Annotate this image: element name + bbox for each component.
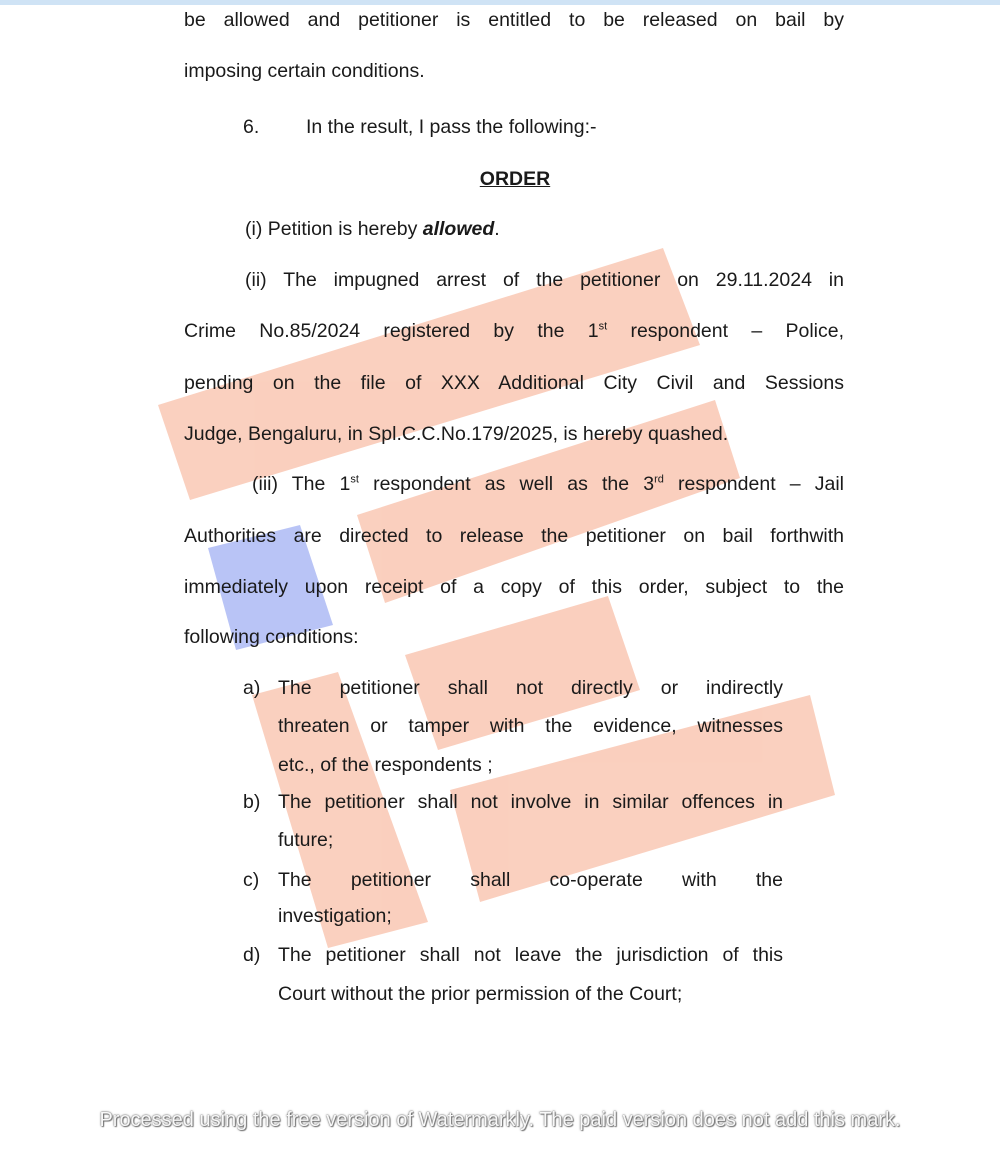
condition-a-line-3: etc., of the respondents ; (278, 754, 493, 776)
item-ii-line-2 (184, 319, 844, 343)
item-ii-line-1: (ii) The impugned arrest of the petitioner on 29.11.2024 in (245, 269, 844, 291)
condition-b-label: b) (243, 791, 261, 813)
order-heading: ORDER (479, 168, 551, 190)
item-ii-line-4: Judge, Bengaluru, in Spl.C.C.No.179/2025, is hereby quashed. (184, 423, 729, 445)
watermark-text: Processed using the free version of Watermarkly. The paid version does not add this mark. (99, 1109, 901, 1131)
item-iii-line-1-b: respondent as well as the 3 (358, 473, 655, 495)
item-i-text: (i) Petition is hereby (245, 218, 423, 240)
ordinal-sup: st (598, 320, 608, 333)
ordinal-sup: st (350, 473, 359, 486)
condition-c-line-2: investigation; (278, 905, 392, 927)
condition-c-line-1: The petitioner shall co-operate with the (278, 869, 783, 891)
condition-a-label: a) (243, 677, 261, 699)
para5-line-2: imposing certain conditions. (184, 60, 425, 82)
condition-c-label: c) (243, 869, 260, 891)
item-iii-line-4: following conditions: (184, 626, 359, 648)
item-iii-line-3: immediately upon receipt of a copy of this order, subject to the (184, 576, 844, 598)
para5-line-1: be allowed and petitioner is entitled to be released on bail by (184, 9, 844, 31)
item-iii-line-2: Authorities are directed to release the petitioner on bail forthwith (184, 525, 844, 547)
item-i-suffix: . (494, 218, 500, 240)
condition-a-line-2: threaten or tamper with the evidence, witnesses (278, 715, 783, 737)
order-item-i (245, 217, 500, 241)
item-iii-line-1-c: respondent – Jail (663, 473, 844, 495)
condition-b-line-2: future; (278, 829, 334, 851)
item-ii-line-2-b: respondent – Police, (607, 320, 845, 342)
para6-number: 6. (243, 116, 260, 138)
item-ii-line-2-a: Crime No.85/2024 registered by the 1 (184, 320, 599, 342)
condition-d-line-1: The petitioner shall not leave the jurisdiction of this (278, 944, 783, 966)
ordinal-sup: rd (654, 473, 664, 486)
item-iii-line-1 (252, 472, 844, 496)
item-iii-line-1-a: (iii) The 1 (252, 473, 351, 495)
condition-d-line-2: Court without the prior permission of the Court; (278, 983, 683, 1005)
item-ii-line-3: pending on the file of XXX Additional City Civil and Sessions (184, 372, 844, 394)
item-i-emphasis: allowed (422, 218, 495, 240)
condition-a-line-1: The petitioner shall not directly or indirectly (278, 677, 783, 699)
condition-b-line-1: The petitioner shall not involve in similar offences in (278, 791, 783, 813)
condition-d-label: d) (243, 944, 261, 966)
para6-text: In the result, I pass the following:- (306, 116, 597, 138)
